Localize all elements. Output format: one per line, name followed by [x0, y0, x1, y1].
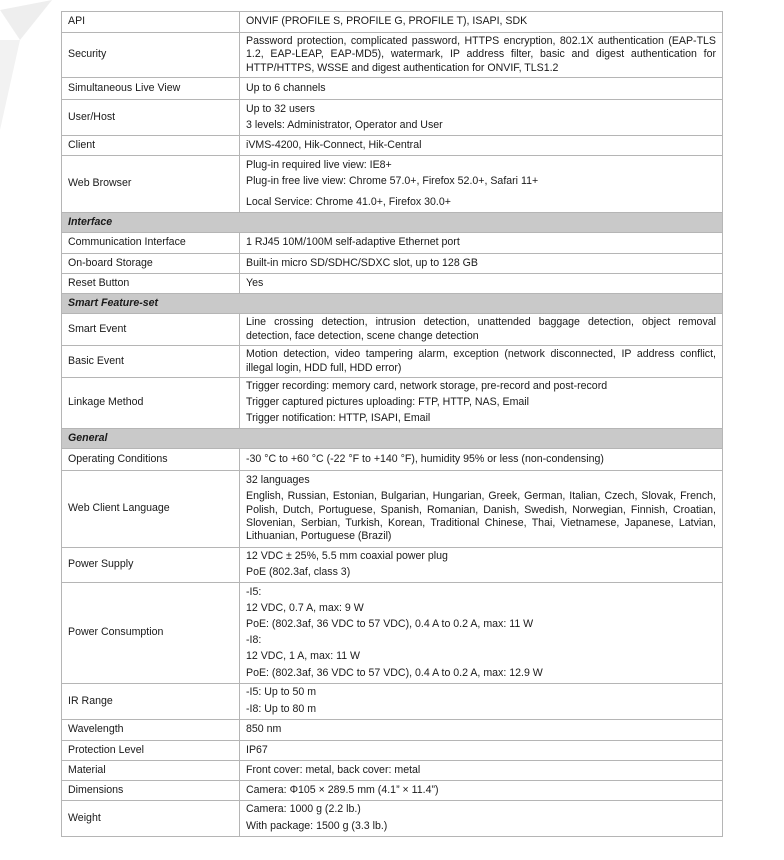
- spec-key: Web Client Language: [62, 470, 240, 547]
- section-header-general: [62, 428, 723, 448]
- spec-value: Up to 32 users 3 levels: Administrator, Operator and User: [240, 100, 723, 136]
- spec-row-basic-event: [62, 346, 723, 378]
- spec-row-weight: [62, 800, 723, 836]
- spec-row-linkage-method: [62, 378, 723, 429]
- spec-key: Power Supply: [62, 547, 240, 582]
- spec-value: Trigger recording: memory card, network storage, pre-record and post-record Trigger captured pictures uploading: FTP, HTTP, NAS, Email Trigger notification: HTTP, ISAPI, Email: [240, 378, 723, 429]
- spec-key: Dimensions: [62, 780, 240, 800]
- spec-key: API: [62, 12, 240, 33]
- spec-key: Reset Button: [62, 274, 240, 294]
- spec-value: IP67: [240, 740, 723, 760]
- spec-value: Built-in micro SD/SDHC/SDXC slot, up to 128 GB: [240, 254, 723, 274]
- spec-row-smart-event: [62, 314, 723, 346]
- spec-value: Camera: Φ105 × 289.5 mm (4.1” × 11.4”): [240, 780, 723, 800]
- spec-key: Linkage Method: [62, 378, 240, 429]
- spec-key: Security: [62, 33, 240, 78]
- spec-key: User/Host: [62, 100, 240, 136]
- spec-value: Password protection, complicated password, HTTPS encryption, 802.1X authentication (EAP-TLS 1.2, EAP-LEAP, EAP-MD5), watermark, IP address filter, basic and digest authentication for HTTP/HTTPS, WSSE and digest authentication for ONVIF, TLS1.2: [240, 33, 723, 78]
- watermark-logo-fragment: [0, 0, 70, 140]
- spec-key: Simultaneous Live View: [62, 78, 240, 100]
- spec-value: -I5: Up to 50 m -I8: Up to 80 m: [240, 683, 723, 719]
- spec-table: [61, 11, 723, 837]
- spec-value: Up to 6 channels: [240, 78, 723, 100]
- spec-value: iVMS-4200, Hik-Connect, Hik-Central: [240, 136, 723, 156]
- spec-row-web-browser: [62, 156, 723, 213]
- spec-row-operating-conditions: [62, 448, 723, 470]
- spec-value: 12 VDC ± 25%, 5.5 mm coaxial power plug PoE (802.3af, class 3): [240, 547, 723, 582]
- spec-row-power-supply: [62, 547, 723, 582]
- spec-row-ir-range: [62, 683, 723, 719]
- spec-value: Yes: [240, 274, 723, 294]
- spec-value: 850 nm: [240, 719, 723, 740]
- section-header-interface: [62, 213, 723, 233]
- spec-key: Smart Event: [62, 314, 240, 346]
- spec-value: -I5: 12 VDC, 0.7 A, max: 9 W PoE: (802.3af, 36 VDC to 57 VDC), 0.4 A to 0.2 A, max: 11 W -I8: 12 VDC, 1 A, max: 11 W PoE: (802.3af, 36 VDC to 57 VDC), 0.4 A to 0.2 A, max: 12.9 W: [240, 582, 723, 683]
- spec-key: Protection Level: [62, 740, 240, 760]
- spec-value: Front cover: metal, back cover: metal: [240, 760, 723, 780]
- spec-row-reset-button: [62, 274, 723, 294]
- spec-value: Camera: 1000 g (2.2 lb.) With package: 1500 g (3.3 lb.): [240, 800, 723, 836]
- spec-key: Power Consumption: [62, 582, 240, 683]
- spec-row-dimensions: [62, 780, 723, 800]
- spec-key: Weight: [62, 800, 240, 836]
- spec-row-simultaneous-live-view: [62, 78, 723, 100]
- spec-row-material: [62, 760, 723, 780]
- section-title: General: [62, 428, 723, 448]
- spec-key: Wavelength: [62, 719, 240, 740]
- spec-key: Material: [62, 760, 240, 780]
- spec-value: 32 languages English, Russian, Estonian, Bulgarian, Hungarian, Greek, German, Italian, Czech, Slovak, French, Polish, Dutch, Portuguese, Spanish, Romanian, Danish, Swedish, Norwegian, Finnish, Croatian, Slovenian, Serbian, Turkish, Korean, Traditional Chinese, Thai, Vietnamese, Japanese, Latvian, Lithuanian, Portuguese (Brazil): [240, 470, 723, 547]
- spec-key: Web Browser: [62, 156, 240, 213]
- spec-value: ONVIF (PROFILE S, PROFILE G, PROFILE T), ISAPI, SDK: [240, 12, 723, 33]
- section-header-smart-feature-set: [62, 294, 723, 314]
- section-title: Interface: [62, 213, 723, 233]
- spec-key: IR Range: [62, 683, 240, 719]
- spec-value: Motion detection, video tampering alarm, exception (network disconnected, IP address conflict, illegal login, HDD full, HDD error): [240, 346, 723, 378]
- spec-key: Operating Conditions: [62, 448, 240, 470]
- spec-row-security: [62, 33, 723, 78]
- spec-key: Basic Event: [62, 346, 240, 378]
- spec-value: Line crossing detection, intrusion detection, unattended baggage detection, object removal detection, face detection, scene change detection: [240, 314, 723, 346]
- spec-row-protection-level: [62, 740, 723, 760]
- spec-row-web-client-language: [62, 470, 723, 547]
- spec-row-api: [62, 12, 723, 33]
- spec-row-onboard-storage: [62, 254, 723, 274]
- spec-row-communication-interface: [62, 233, 723, 254]
- spec-value: Plug-in required live view: IE8+ Plug-in free live view: Chrome 57.0+, Firefox 52.0+, Safari 11+ Local Service: Chrome 41.0+, Firefox 30.0+: [240, 156, 723, 213]
- spec-row-user-host: [62, 100, 723, 136]
- spec-value: -30 °C to +60 °C (-22 °F to +140 °F), humidity 95% or less (non-condensing): [240, 448, 723, 470]
- spec-row-wavelength: [62, 719, 723, 740]
- spec-row-client: [62, 136, 723, 156]
- spec-value: 1 RJ45 10M/100M self-adaptive Ethernet port: [240, 233, 723, 254]
- section-title: Smart Feature-set: [62, 294, 723, 314]
- spec-key: Communication Interface: [62, 233, 240, 254]
- spec-row-power-consumption: [62, 582, 723, 683]
- spec-key: On-board Storage: [62, 254, 240, 274]
- spec-key: Client: [62, 136, 240, 156]
